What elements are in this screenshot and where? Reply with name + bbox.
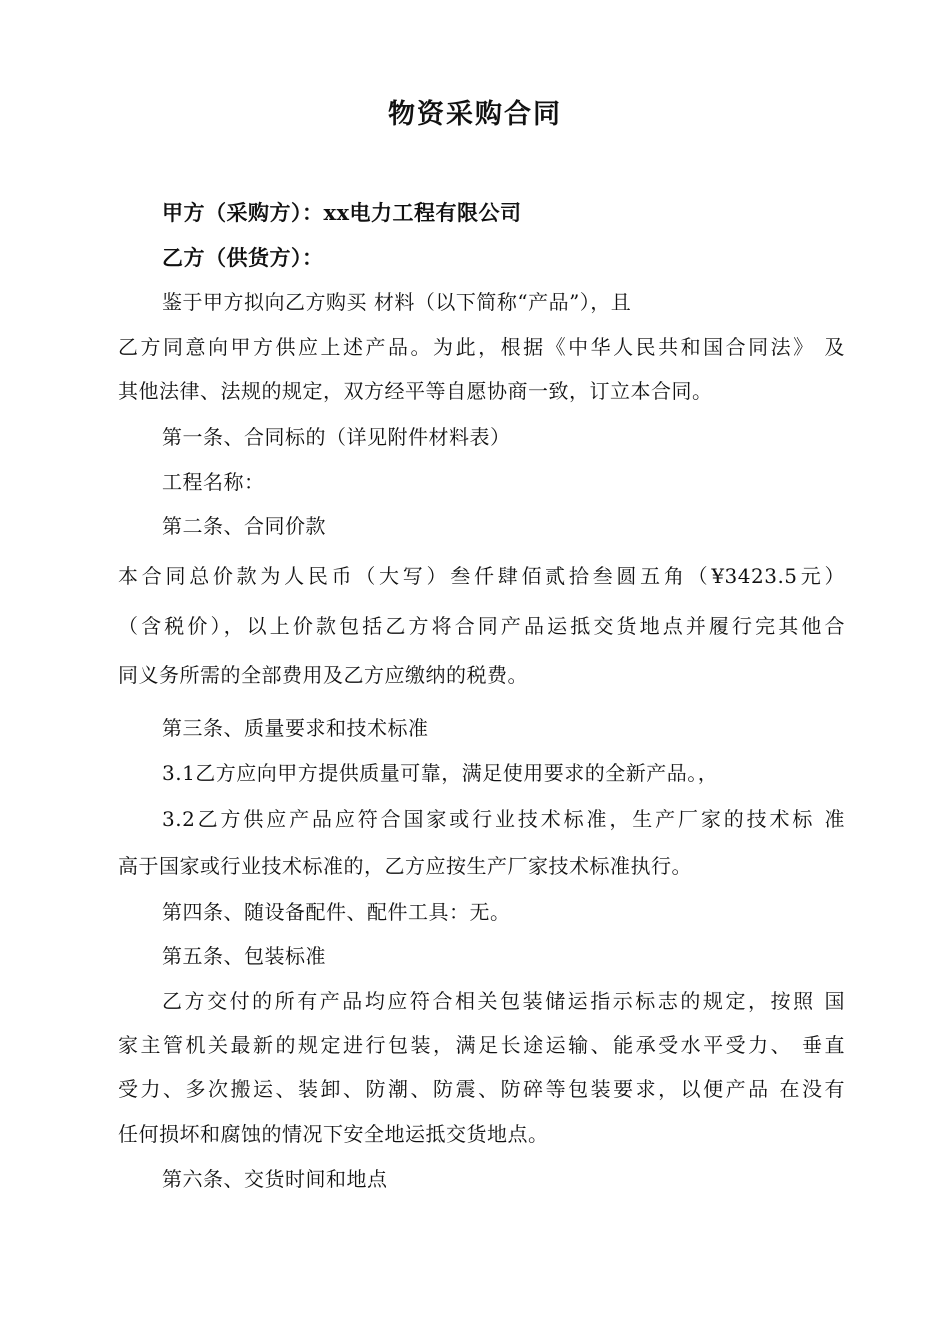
preamble-line-1: 鉴于甲方拟向乙方购买 材料（以下简称“产品”），且: [162, 290, 632, 314]
party-b-line: 乙方（供货方）：: [162, 245, 324, 270]
party-a-line: 甲方（采购方）：xx电力工程有限公司: [162, 200, 522, 225]
preamble-line-3: 其他法律、法规的规定，双方经平等自愿协商一致，订立本合同。: [118, 379, 713, 403]
price-line-2: （含税价），以上价款包括乙方将合同产品运抵交货地点并履行完其他合: [118, 614, 845, 638]
price-line-3: 同义务所需的全部费用及乙方应缴纳的税费。: [118, 663, 528, 687]
article-6-heading: 第六条、交货时间和地点: [162, 1167, 388, 1191]
clause-3-1: 3.1乙方应向甲方提供质量可靠，满足使用要求的全新产品。，: [162, 761, 719, 785]
project-name-label: 工程名称：: [162, 470, 265, 494]
document-title: 物资采购合同: [388, 99, 562, 130]
article-3-heading: 第三条、质量要求和技术标准: [162, 716, 429, 740]
price-line-1: 本合同总价款为人民币（大写）叁仟肆佰贰拾叁圆五角（¥3423.5元）: [118, 564, 845, 588]
clause-3-2-line-1: 3.2乙方供应产品应符合国家或行业技术标准，生产厂家的技术标 准: [162, 807, 845, 831]
article-4-heading: 第四条、随设备配件、配件工具：无。: [162, 900, 511, 924]
article-5-heading: 第五条、包装标准: [162, 944, 326, 968]
packaging-line-1: 乙方交付的所有产品均应符合相关包装储运指示标志的规定，按照 国: [162, 989, 845, 1013]
packaging-line-3: 受力、多次搬运、装卸、防潮、防震、防碎等包装要求，以便产品 在没有: [118, 1077, 845, 1101]
article-1-heading: 第一条、合同标的（详见附件材料表）: [162, 425, 511, 449]
article-2-heading: 第二条、合同价款: [162, 514, 326, 538]
packaging-line-2: 家主管机关最新的规定进行包装，满足长途运输、能承受水平受力、 垂直: [118, 1033, 845, 1057]
packaging-line-4: 任何损坏和腐蚀的情况下安全地运抵交货地点。: [118, 1122, 549, 1146]
preamble-line-2: 乙方同意向甲方供应上述产品。为此，根据《中华人民共和国合同法》 及: [118, 335, 845, 359]
clause-3-2-line-2: 高于国家或行业技术标准的，乙方应按生产厂家技术标准执行。: [118, 854, 692, 878]
